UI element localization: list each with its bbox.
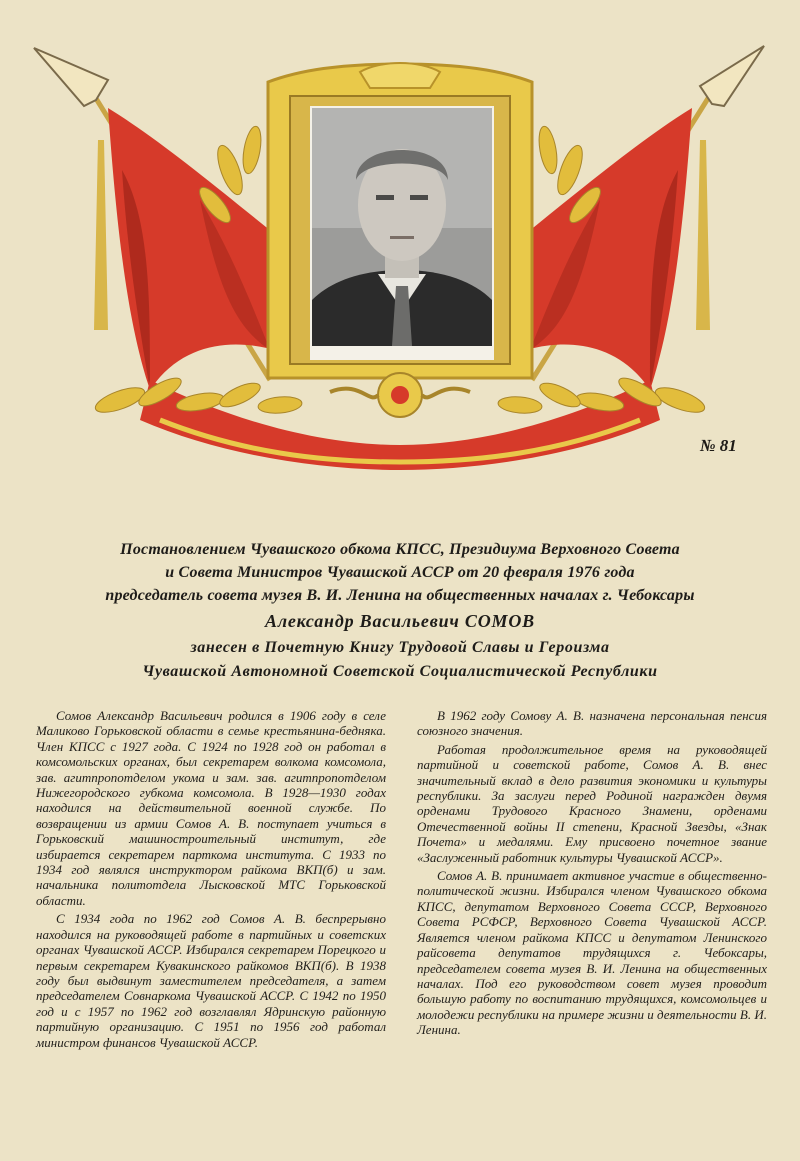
- certificate-number: № 81: [700, 436, 737, 455]
- right-tassel-icon: [696, 140, 710, 330]
- heading-line-3: председатель совета музея В. И. Ленина на общественных началах г. Чебоксары: [105, 587, 695, 604]
- portrait-photo: [310, 106, 494, 360]
- right-spear-tip-icon: [700, 46, 764, 106]
- heading-line-5: Чувашской Автономной Советской Социалистической Республики: [142, 663, 658, 680]
- banner-emblem: [0, 0, 800, 480]
- left-spear-tip-icon: [34, 48, 108, 106]
- heading-line-4: занесен в Почетную Книгу Трудовой Славы и Героизма: [190, 639, 610, 656]
- biography-left-column: [36, 708, 386, 1050]
- biography-paragraph: Сомов А. В. принимает активное участие в общественно-политической жизни. Избирался членом Чувашского обкома КПСС, депутатом Верховного Совета СССР, Верховного Совета РСФСР, Верховного Совета Чувашской АССР. Является членом райкома КПСС и депутатом Ленинского райсовета депутатов трудящихся г. Чебоксары, председателем совета музея В. И. Ленина на общественных началах. Под его руководством совет музея проводит большую работу по воспитанию трудящихся, комсомольцев и молодежи республики на примере жизни и деятельности В. И. Ленина.: [417, 868, 767, 1038]
- honoree-name: Александр Васильевич СОМОВ: [265, 611, 535, 631]
- biography-right-column: [417, 708, 767, 1038]
- left-tassel-icon: [94, 140, 108, 330]
- biography-paragraph: В 1962 году Сомову А. В. назначена персональная пенсия союзного значения.: [417, 708, 767, 739]
- decree-heading: [40, 538, 760, 684]
- biography-paragraph: Работая продолжительное время на руководящей партийной и советской работе, Сомов А. В. внес значительный вклад в дело развития экономики и культуры республики. За заслуги перед Родиной награжден двумя орденами Трудового Красного Знамени, орденами Отечественной войны II степени, Красной Звезды, «Знак Почета» и медалями. Ему присвоено почетное звание «Заслуженный работник культуры Чувашской АССР».: [417, 741, 767, 865]
- biography-paragraph: Сомов Александр Васильевич родился в 1906 году в селе Маликово Горьковской области в семье крестьянина-бедняка. Член КПСС с 1927 года. С 1924 по 1928 год он работал в комсомольских органах, был секретарем волкома комсомола, зав. агитпропотделом укома и зам. зав. агитпропотделом Нижегородского губкома комсомола. В 1928—1930 годах находился на действительной военной службе. По возвращении из армии Сомов А. В. поступает учиться в Горьковский машиностроительный институт, где избирается секретарем парткома института. С 1933 по 1934 год являлся инструктором райкома ВКП(б) и зам. начальника политотдела Лысковской МТС Горьковской области.: [36, 708, 386, 908]
- biography-paragraph: С 1934 года по 1962 год Сомов А. В. беспрерывно находился на руководящей работе в партийных и советских органах Чувашской АССР. Избирался секретарем Порецкого и первым секретарем Кувакинского райкомов ВКП(б). В 1938 году был выдвинут заместителем председателя, а затем председателем Совнаркома Чувашской АССР. С 1942 по 1950 год и с 1957 по 1962 год возглавлял Ядринскую районную партийную организацию. С 1951 по 1956 год работал министром финансов Чувашской АССР.: [36, 911, 386, 1050]
- rosette-ornament: [330, 373, 470, 417]
- heading-line-2: и Совета Министров Чувашской АССР от 20 февраля 1976 года: [165, 564, 635, 581]
- heading-line-1: Постановлением Чувашского обкома КПСС, Президиума Верховного Совета: [120, 541, 680, 558]
